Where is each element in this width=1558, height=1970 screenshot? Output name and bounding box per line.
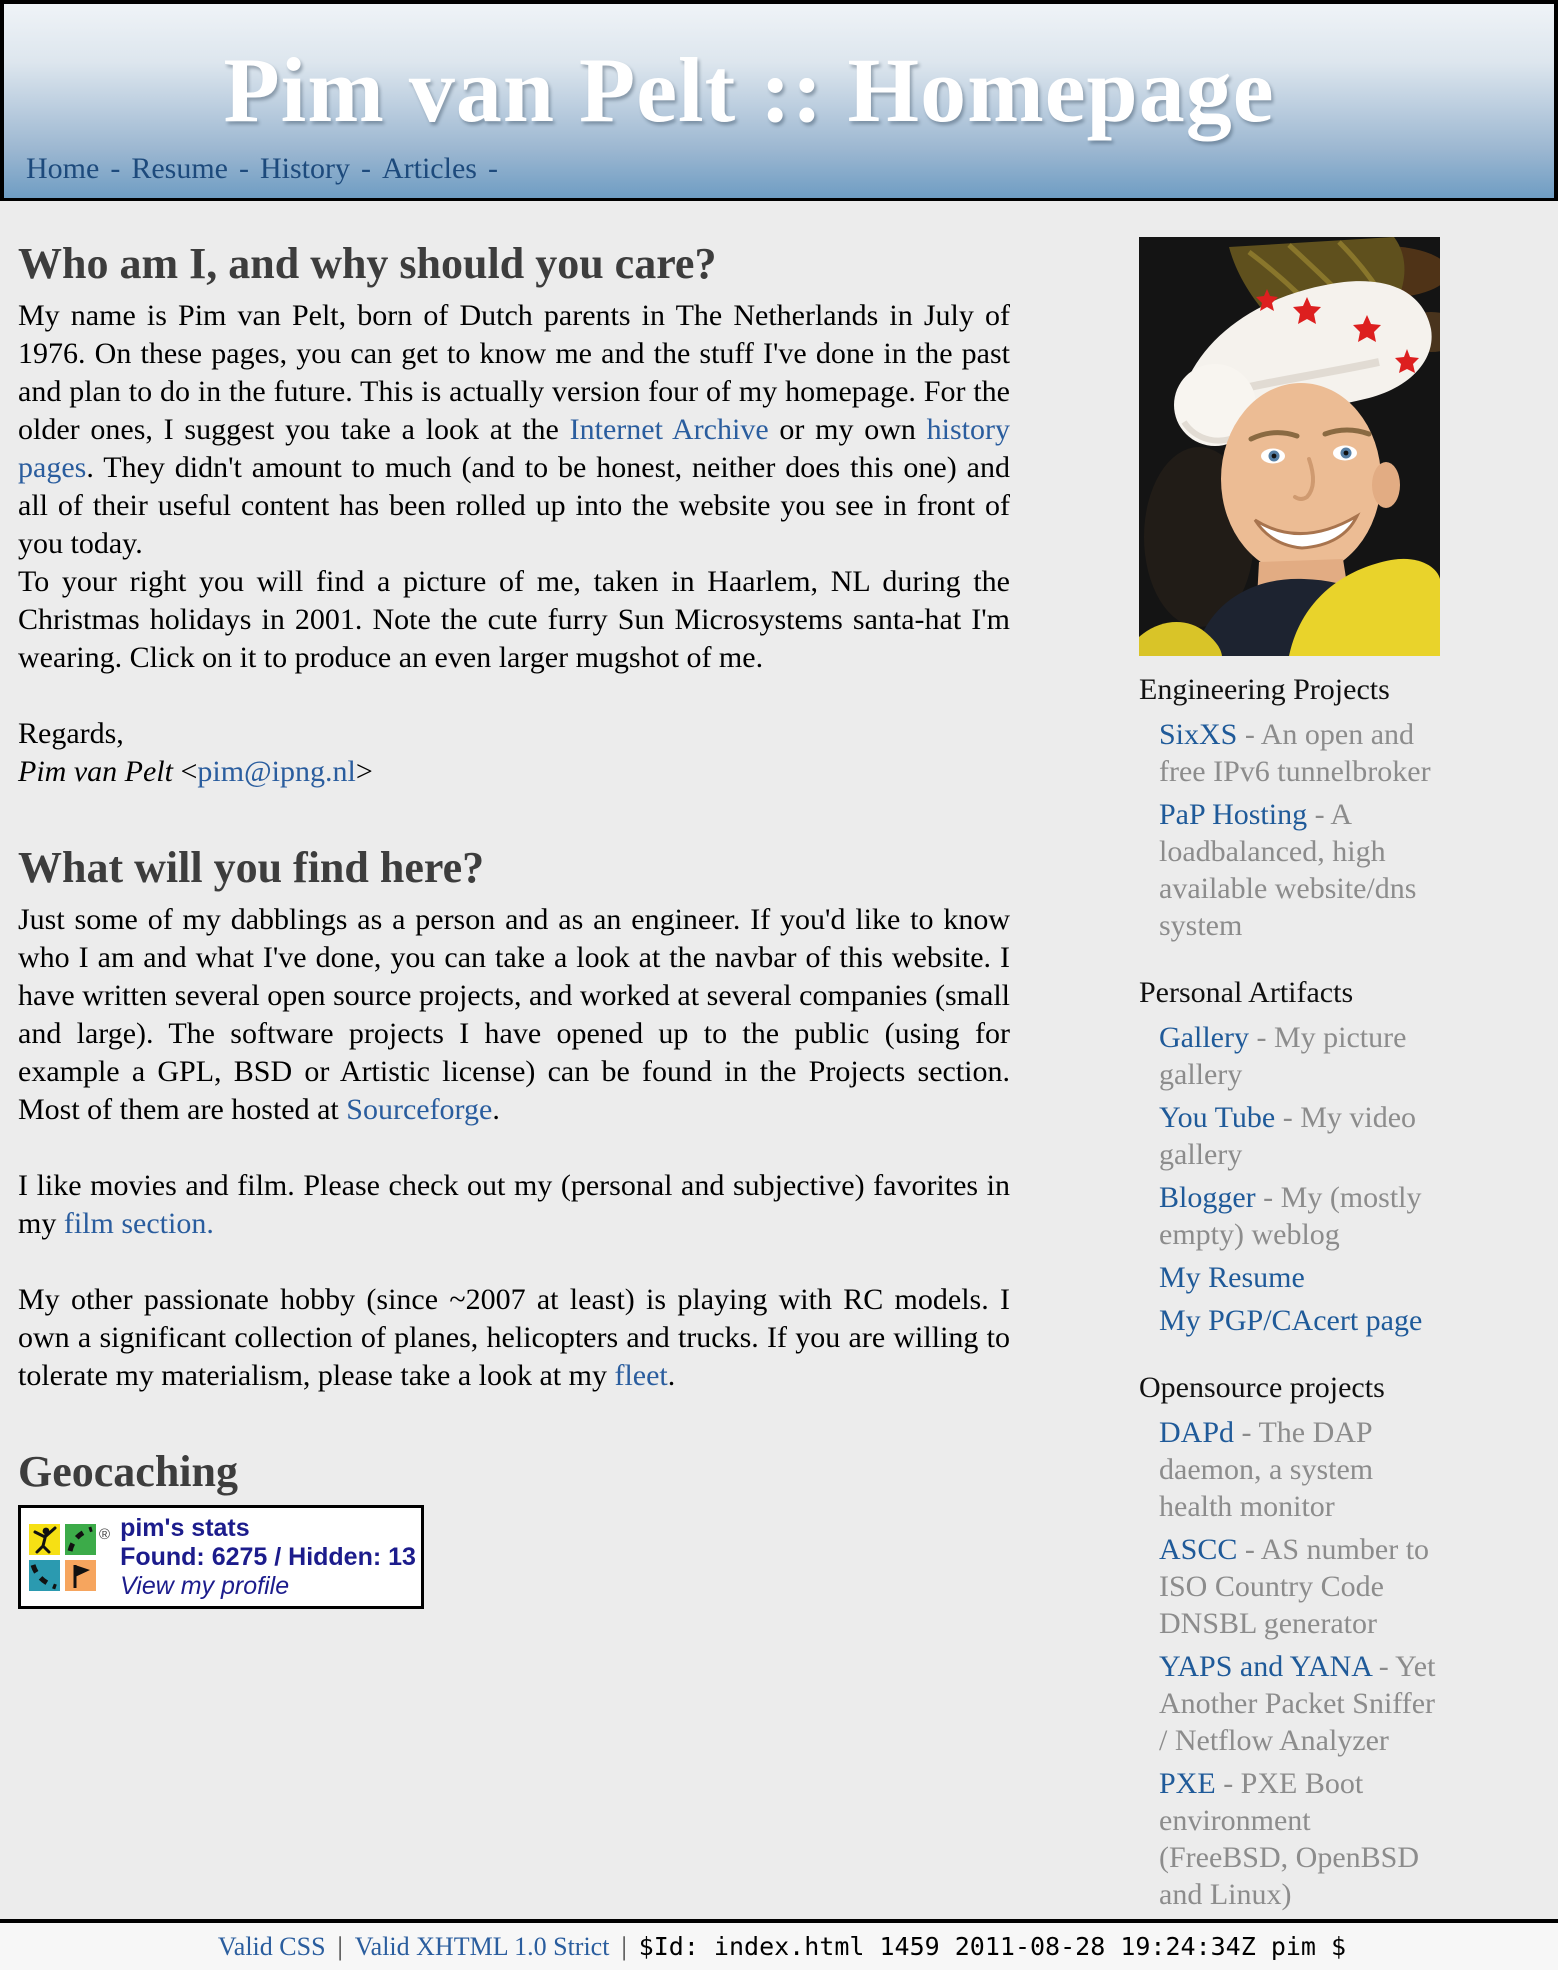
- sidebar-item-desc: - My picture gallery: [1159, 1021, 1407, 1091]
- nav-separator: -: [110, 152, 121, 185]
- sidebar-link-pgp-cacert[interactable]: My PGP/CAcert page: [1159, 1304, 1423, 1337]
- sidebar-group-title: Personal Artifacts: [1139, 976, 1354, 1009]
- list-item: [1159, 1531, 1445, 1642]
- list-item: [1159, 1099, 1445, 1173]
- text-segment: <: [180, 755, 198, 788]
- footer-separator: |: [337, 1931, 343, 1961]
- nav-link-history[interactable]: History: [259, 152, 350, 185]
- valid-css-link[interactable]: Valid CSS: [217, 1931, 326, 1961]
- text-segment: . They didn't amount to much (and to be honest, neither does this one) and all of their useful content has been rolled up into the website you see in front of you today.: [18, 451, 1010, 560]
- sidebar-item-desc: - The DAP daemon, a system health monitor: [1159, 1416, 1374, 1523]
- who-paragraph: [18, 297, 1010, 791]
- sidebar-link-youtube[interactable]: You Tube: [1159, 1101, 1276, 1134]
- sidebar-link-dapd[interactable]: DAPd: [1159, 1416, 1235, 1449]
- sidebar-link-pxe[interactable]: PXE: [1159, 1767, 1216, 1800]
- text-segment: My other passionate hobby (since ~2007 at least) is playing with RC models. I own a significant collection of planes, helicopters and trucks. If you are willing to tolerate my materialism, please take a look at my: [18, 1283, 1010, 1392]
- sidebar-list: [1139, 716, 1445, 944]
- sidebar-group-title: Engineering Projects: [1139, 673, 1390, 706]
- inline-link[interactable]: Internet Archive: [569, 413, 769, 446]
- list-item: [1159, 1302, 1445, 1339]
- inline-link[interactable]: fleet: [614, 1359, 668, 1392]
- content-area: [0, 201, 1558, 1919]
- sidebar-group-personal: [1139, 974, 1445, 1339]
- text-segment: Just some of my dabblings as a person and as an engineer. If you'd like to know who I am and what I've done, you can take a look at the navbar of this website. I have written several open source projects, and worked at several companies (small and large). The software projects I have opened up to the public (using for example a GPL, BSD or Artistic license) can be found in the Projects section. Most of them are hosted at: [18, 903, 1010, 1126]
- section-heading-find: What will you find here?: [18, 843, 485, 892]
- sidebar-list: [1139, 1414, 1445, 1913]
- text-segment: or my own: [768, 413, 927, 446]
- text-segment: .: [492, 1093, 500, 1126]
- sidebar-item-desc: - An open and free IPv6 tunnelbroker: [1159, 718, 1431, 788]
- footer: [0, 1919, 1558, 1970]
- page-title: Pim van Pelt :: Homepage: [223, 39, 1275, 141]
- sidebar-link-sixxs[interactable]: SixXS: [1159, 718, 1238, 751]
- sidebar-link-resume[interactable]: My Resume: [1159, 1261, 1305, 1294]
- portrait-photo-image: [1139, 237, 1440, 656]
- text-segment: I like movies and film. Please check out my (personal and subjective) favorites in my: [18, 1169, 1010, 1240]
- geocaching-stats-banner[interactable]: [18, 1505, 424, 1609]
- geocaching-flag-icon: [65, 1560, 96, 1591]
- inline-link[interactable]: Sourceforge: [346, 1093, 493, 1126]
- geocaching-path-green-icon: [65, 1524, 96, 1555]
- nav-separator: -: [238, 152, 249, 185]
- sidebar-link-yaps-yana[interactable]: YAPS and YANA: [1159, 1650, 1372, 1683]
- nav-link-resume[interactable]: Resume: [131, 152, 228, 185]
- geocaching-path-teal-icon: [29, 1560, 60, 1591]
- list-item: [1159, 1259, 1445, 1296]
- geocaching-stats-text: [120, 1514, 416, 1601]
- list-item: [1159, 1019, 1445, 1093]
- sidebar-link-gallery[interactable]: Gallery: [1159, 1021, 1249, 1054]
- nav-separator: -: [360, 152, 371, 185]
- nav-link-home[interactable]: Home: [26, 152, 100, 185]
- section-heading-geocaching: Geocaching: [18, 1447, 238, 1496]
- sidebar-item-desc: - PXE Boot environment (FreeBSD, OpenBSD and Linux): [1159, 1767, 1419, 1911]
- inline-link[interactable]: history pages: [18, 413, 1011, 484]
- geocaching-logo-icon: [29, 1524, 96, 1591]
- main-nav: [4, 142, 1554, 198]
- text-segment: >: [355, 755, 373, 788]
- text-segment: To your right you will find a picture of me, taken in Haarlem, NL during the Christmas holidays in 2001. Note the cute furry Sun Microsystems santa-hat I'm wearing. Click on it to produce an even larger mugshot of me.: [18, 565, 1010, 674]
- sidebar-group-title: Opensource projects: [1139, 1371, 1385, 1404]
- sidebar-link-blogger[interactable]: Blogger: [1159, 1181, 1256, 1214]
- sidebar-group-engineering: [1139, 671, 1445, 944]
- sidebar-item-desc: - My video gallery: [1159, 1101, 1417, 1171]
- sidebar-link-pap-hosting[interactable]: PaP Hosting: [1159, 798, 1308, 831]
- sidebar: [1139, 237, 1445, 1919]
- header: [0, 0, 1558, 201]
- footer-separator: |: [621, 1931, 627, 1961]
- portrait-photo[interactable]: [1139, 237, 1440, 656]
- sidebar-item-desc: - My (mostly empty) weblog: [1159, 1181, 1422, 1251]
- registered-mark: ®: [99, 1526, 111, 1543]
- geocaching-found-hidden: Found: 6275 / Hidden: 13: [120, 1542, 416, 1571]
- sidebar-item-desc: - A loadbalanced, high available website/dns system: [1159, 798, 1417, 942]
- sidebar-link-ascc[interactable]: ASCC: [1159, 1533, 1238, 1566]
- list-item: [1159, 1179, 1445, 1253]
- inline-link[interactable]: pim@ipng.nl: [197, 755, 356, 788]
- find-paragraph: [18, 901, 1010, 1395]
- inline-link[interactable]: film section.: [63, 1207, 214, 1240]
- nav-link-articles[interactable]: Articles: [381, 152, 477, 185]
- text-segment: Pim van Pelt: [18, 755, 181, 788]
- main-column: [18, 237, 1010, 1609]
- geocaching-profile-link[interactable]: View my profile: [120, 1571, 290, 1600]
- list-item: [1159, 796, 1445, 944]
- sidebar-group-opensource: [1139, 1369, 1445, 1913]
- section-heading-who: Who am I, and why should you care?: [18, 239, 717, 288]
- sidebar-item-desc: - AS number to ISO Country Code DNSBL generator: [1159, 1533, 1430, 1640]
- valid-xhtml-link[interactable]: Valid XHTML 1.0 Strict: [354, 1931, 610, 1961]
- nav-separator: -: [487, 152, 498, 185]
- geocaching-stats-title: pim's stats: [120, 1513, 250, 1542]
- list-item: [1159, 1414, 1445, 1525]
- revision-id: $Id: index.html 1459 2011-08-28 19:24:34Z pim $: [638, 1932, 1347, 1961]
- text-segment: My name is Pim van Pelt, born of Dutch parents in The Netherlands in July of 1976. On these pages, you can get to know me and the stuff I've done in the past and plan to do in the future. This is actually version four of my homepage. For the older ones, I suggest you take a look at the: [18, 299, 1010, 446]
- text-segment: Regards,: [18, 717, 124, 750]
- list-item: [1159, 1648, 1445, 1759]
- list-item: [1159, 1765, 1445, 1913]
- text-segment: .: [667, 1359, 676, 1392]
- sidebar-list: [1139, 1019, 1445, 1339]
- geocaching-hiker-icon: [29, 1524, 60, 1555]
- list-item: [1159, 716, 1445, 790]
- sidebar-item-desc: - Yet Another Packet Sniffer / Netflow Analyzer: [1159, 1650, 1436, 1757]
